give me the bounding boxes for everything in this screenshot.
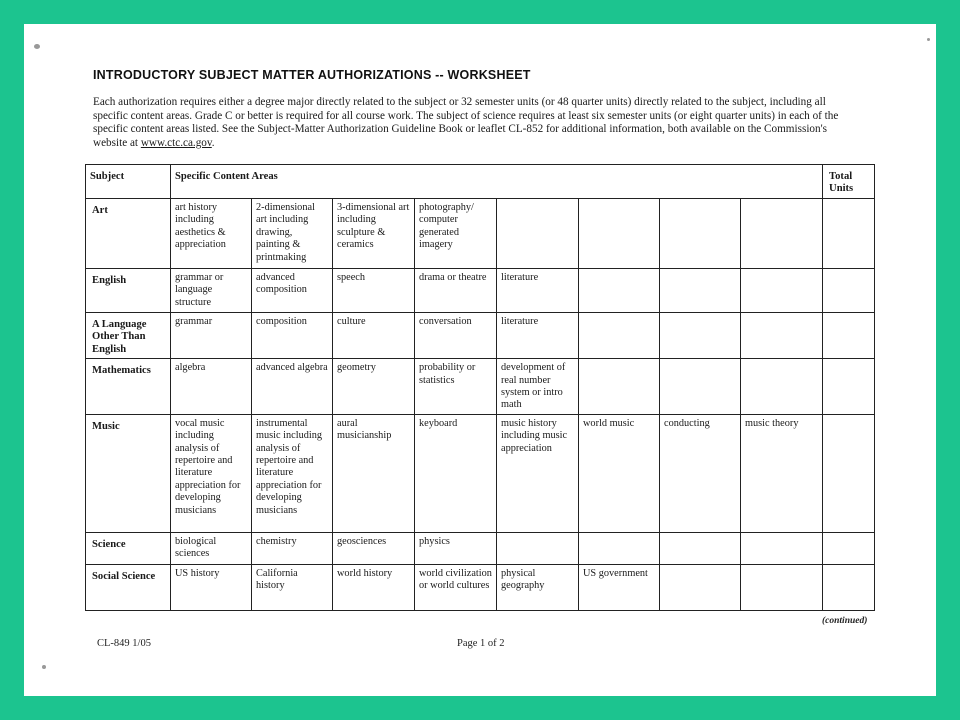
worksheet-page bbox=[24, 24, 936, 696]
content-area-cell: US government bbox=[579, 564, 660, 610]
content-area-cell: literature bbox=[497, 269, 579, 313]
content-area-cell: art history including aesthetics & appreciation bbox=[171, 199, 252, 269]
subject-cell: A Language Other Than English bbox=[86, 313, 171, 359]
content-area-cell: conversation bbox=[415, 313, 497, 359]
table-row bbox=[86, 414, 875, 532]
content-area-cell: biological sciences bbox=[171, 532, 252, 564]
header-row bbox=[86, 165, 875, 199]
total-units-cell[interactable] bbox=[823, 564, 875, 610]
content-area-cell bbox=[741, 532, 823, 564]
header-total-units: Total Units bbox=[823, 165, 875, 199]
table-row bbox=[86, 359, 875, 415]
total-units-cell[interactable] bbox=[823, 359, 875, 415]
table-row bbox=[86, 199, 875, 269]
content-area-cell: US history bbox=[171, 564, 252, 610]
content-area-cell: physical geography bbox=[497, 564, 579, 610]
content-area-cell: composition bbox=[252, 313, 333, 359]
content-area-cell bbox=[660, 199, 741, 269]
content-area-cell bbox=[660, 359, 741, 415]
content-area-cell bbox=[497, 532, 579, 564]
content-area-cell: vocal music including analysis of repertoire and literature appreciation for developing musicians bbox=[171, 414, 252, 532]
content-area-cell bbox=[579, 359, 660, 415]
content-area-cell: development of real number system or intro math bbox=[497, 359, 579, 415]
content-area-cell: probability or statistics bbox=[415, 359, 497, 415]
subject-cell: English bbox=[86, 269, 171, 313]
content-area-cell: 3-dimensional art including sculpture & ceramics bbox=[333, 199, 415, 269]
content-area-cell: world music bbox=[579, 414, 660, 532]
content-area-cell: grammar bbox=[171, 313, 252, 359]
content-area-cell: music theory bbox=[741, 414, 823, 532]
header-subject: Subject bbox=[86, 165, 171, 199]
table-row bbox=[86, 269, 875, 313]
content-area-cell: algebra bbox=[171, 359, 252, 415]
total-units-cell[interactable] bbox=[823, 414, 875, 532]
content-area-cell: geosciences bbox=[333, 532, 415, 564]
scan-speck bbox=[34, 44, 40, 49]
content-area-cell: world civilization or world cultures bbox=[415, 564, 497, 610]
subject-cell: Social Science bbox=[86, 564, 171, 610]
total-units-cell[interactable] bbox=[823, 199, 875, 269]
content-area-cell: chemistry bbox=[252, 532, 333, 564]
content-area-cell: physics bbox=[415, 532, 497, 564]
content-area-cell: grammar or language structure bbox=[171, 269, 252, 313]
website-link[interactable]: www.ctc.ca.gov bbox=[140, 136, 212, 149]
content-area-cell bbox=[741, 313, 823, 359]
form-id: CL-849 1/05 bbox=[97, 638, 151, 649]
content-area-cell: drama or theatre bbox=[415, 269, 497, 313]
intro-text: Each authorization requires either a degree major directly related to the subject or 32 semester units (or 48 quarter units) directly related to the subject, including all specific content areas. Grade C or better is required for all course work. The subject of science requires at least six semester units (or eight quarter units) in each of the specific content areas listed. See the Subject-Matter Authorization Guideline Book or leaflet CL-852 for additional information, both available on the Commission's website at bbox=[93, 96, 839, 149]
subject-cell: Music bbox=[86, 414, 171, 532]
continued-note: (continued) bbox=[822, 616, 868, 626]
subject-cell: Mathematics bbox=[86, 359, 171, 415]
content-area-cell bbox=[497, 199, 579, 269]
subject-cell: Art bbox=[86, 199, 171, 269]
content-area-cell bbox=[660, 313, 741, 359]
page-number: Page 1 of 2 bbox=[457, 638, 505, 649]
content-area-cell bbox=[660, 564, 741, 610]
content-area-cell: advanced algebra bbox=[252, 359, 333, 415]
table-row bbox=[86, 532, 875, 564]
content-area-cell bbox=[741, 269, 823, 313]
content-area-cell: conducting bbox=[660, 414, 741, 532]
header-content-areas: Specific Content Areas bbox=[171, 165, 823, 199]
content-area-cell bbox=[579, 313, 660, 359]
total-units-cell[interactable] bbox=[823, 269, 875, 313]
content-area-cell bbox=[579, 532, 660, 564]
content-area-cell: world history bbox=[333, 564, 415, 610]
content-area-cell: instrumental music including analysis of repertoire and literature appreciation for developing musicians bbox=[252, 414, 333, 532]
table-row bbox=[86, 564, 875, 610]
total-units-cell[interactable] bbox=[823, 313, 875, 359]
page-title: INTRODUCTORY SUBJECT MATTER AUTHORIZATIONS -- WORKSHEET bbox=[93, 68, 531, 82]
content-area-cell bbox=[579, 199, 660, 269]
content-area-cell: advanced composition bbox=[252, 269, 333, 313]
content-area-cell: aural musicianship bbox=[333, 414, 415, 532]
content-area-cell: 2-dimensional art including drawing, painting & printmaking bbox=[252, 199, 333, 269]
content-area-cell bbox=[741, 199, 823, 269]
content-area-cell: speech bbox=[333, 269, 415, 313]
content-area-cell bbox=[579, 269, 660, 313]
intro-paragraph bbox=[93, 96, 855, 150]
content-area-cell bbox=[660, 269, 741, 313]
scan-speck bbox=[42, 665, 46, 669]
table-row bbox=[86, 313, 875, 359]
content-area-cell: keyboard bbox=[415, 414, 497, 532]
authorization-table bbox=[85, 164, 875, 611]
scan-speck bbox=[927, 38, 930, 41]
total-units-cell[interactable] bbox=[823, 532, 875, 564]
content-area-cell: photography/ computer generated imagery bbox=[415, 199, 497, 269]
intro-end: . bbox=[211, 136, 215, 149]
content-area-cell: geometry bbox=[333, 359, 415, 415]
content-area-cell: music history including music appreciation bbox=[497, 414, 579, 532]
content-area-cell: culture bbox=[333, 313, 415, 359]
content-area-cell bbox=[741, 564, 823, 610]
content-area-cell: California history bbox=[252, 564, 333, 610]
content-area-cell: literature bbox=[497, 313, 579, 359]
content-area-cell bbox=[741, 359, 823, 415]
subject-cell: Science bbox=[86, 532, 171, 564]
content-area-cell bbox=[660, 532, 741, 564]
